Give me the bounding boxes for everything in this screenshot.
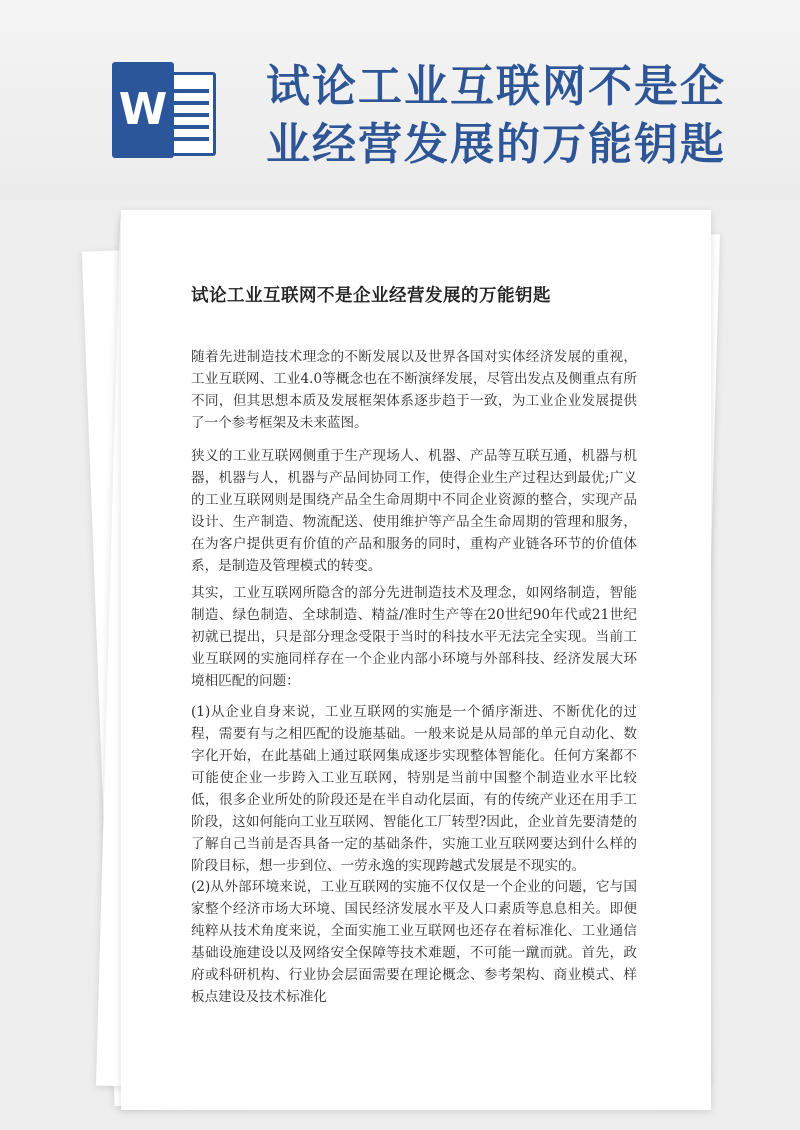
paragraph-1: 随着先进制造技术理念的不断发展以及世界各国对实体经济发展的重视，工业互联网、工业4.0等概念也在不断演绎发展，尽管出发点及侧重点有所不同，但其思想本质及发展框架体系逐步趋于一致，为工业企业发展提供了一个参考框架及未来蓝图。 [191, 349, 637, 431]
banner [0, 0, 800, 200]
word-icon [112, 62, 220, 158]
banner-title: 试论工业互联网不是企业经营发展的万能钥匙 [266, 61, 726, 170]
paragraph-4: (1)从企业自身来说，工业互联网的实施是一个循序渐进、不断优化的过程，需要有与之相匹配的设施基础。一般来说是从局部的单元自动化、数字化开始，在此基础上通过联网集成逐步实现整体智能化。任何方案都不可能使企业一步跨入工业互联网，特别是当前中国整个制造业水平比较低，很多企业所处的阶段还是在半自动化层面，有的传统产业还在用手工阶段，这如何能向工业互联网、智能化工厂转型?因此，企业首先要清楚的了解自己当前是否具备一定的基础条件，实施工业互联网要达到什么样的阶段目标，想一步到位、一劳永逸的实现跨越式发展是不现实的。 [191, 704, 637, 874]
word-letter-badge: W [112, 62, 174, 158]
document-title: 试论工业互联网不是企业经营发展的万能钥匙 [191, 286, 551, 306]
paragraph-5: (2)从外部环境来说，工业互联网的实施不仅仅是一个企业的问题，它与国家整个经济市场大环境、国民经济发展水平及人口素质等息息相关。即便纯粹从技术角度来说，全面实施工业互联网也还存在着标准化、工业通信基础设施建设以及网络安全保障等技术难题，不可能一蹴而就。首先，政府或科研机构、行业协会层面需要在理论概念、参考架构、商业模式、样板点建设及技术标准化 [191, 879, 637, 1005]
paragraph-3: 其实，工业互联网所隐含的部分先进制造技术及理念，如网络制造，智能制造、绿色制造、全球制造、精益/准时生产等在20世纪90年代或21世纪初就已提出，只是部分理念受限于当时的科技水平无法完全实现。当前工业互联网的实施同样存在一个企业内部小环境与外部科技、经济发展大环境相匹配的问题： [191, 585, 637, 689]
paragraph-2: 狭义的工业互联网侧重于生产现场人、机器、产品等互联互通，机器与机器，机器与人，机器与产品间协同工作，使得企业生产过程达到最优;广义的工业互联网则是围绕产品全生命周期中不同企业资源的整合，实现产品设计、生产制造、物流配送、使用维护等产品全生命周期的管理和服务，在为客户提供更有价值的产品和服务的同时，重构产业链各环节的价值体系，是制造及管理模式的转变。 [191, 448, 637, 574]
